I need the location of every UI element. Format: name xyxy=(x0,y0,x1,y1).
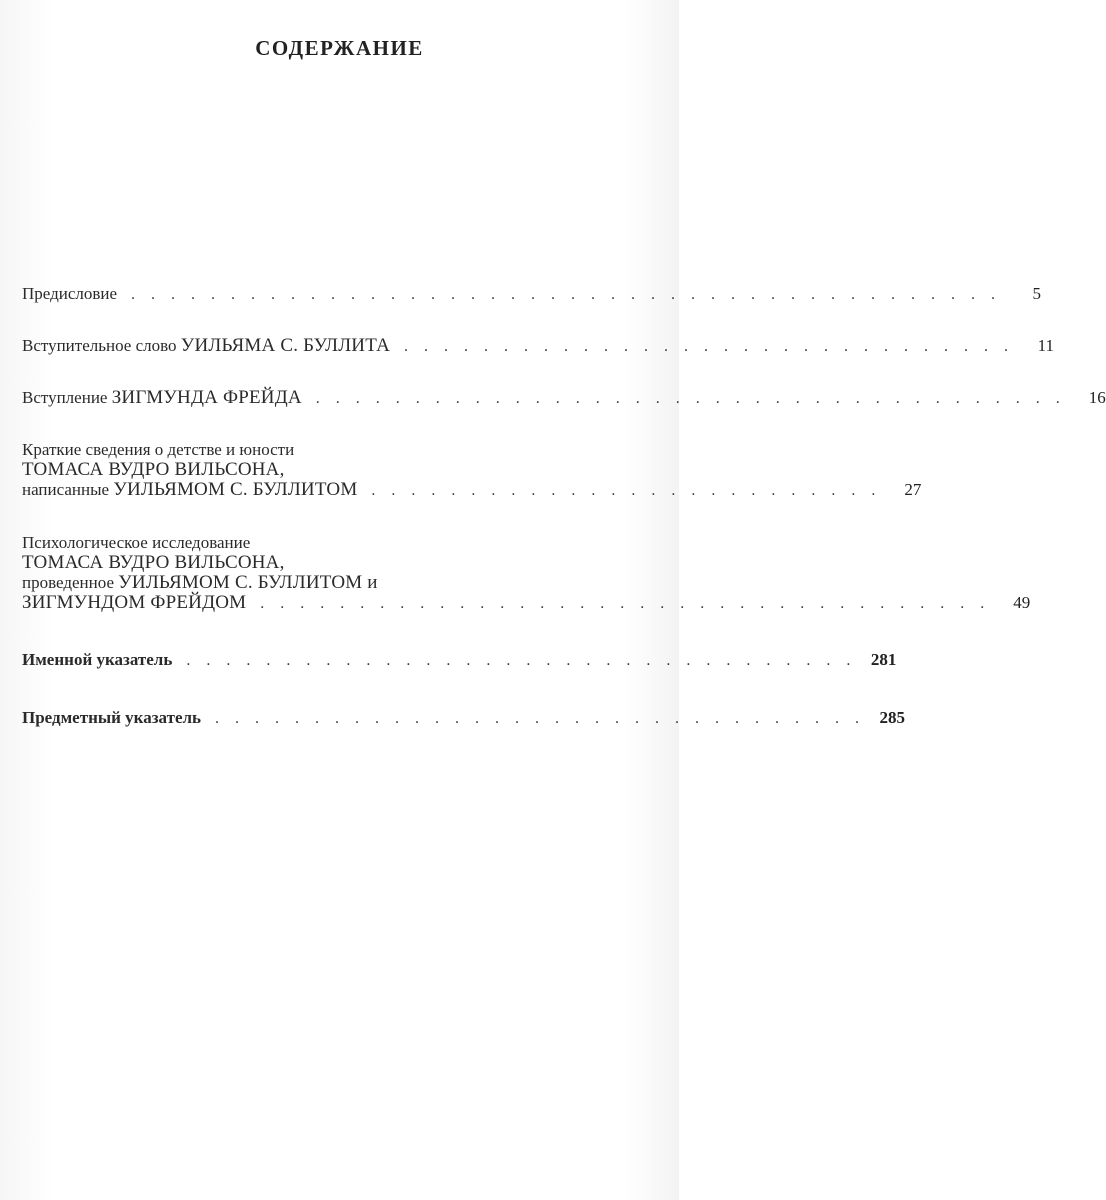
toc-entry xyxy=(22,650,897,671)
toc-page-number: 5 xyxy=(1032,284,1042,303)
toc-entry-title: Предисловие xyxy=(22,284,118,303)
toc-entry xyxy=(22,440,922,501)
toc-entry-author: ЗИГМУНДОМ ФРЕЙДОМ xyxy=(22,592,247,613)
toc-entry xyxy=(22,284,1042,305)
toc-entry-title: Вступительное слово xyxy=(22,336,181,355)
toc-entry-author: УИЛЬЯМОМ С. БУЛЛИТОМ xyxy=(113,479,358,500)
toc-entry-title: Именной указатель xyxy=(22,650,173,669)
toc-entry-author: УИЛЬЯМОМ С. БУЛЛИТОМ и xyxy=(118,572,378,593)
toc-page-number: 49 xyxy=(1013,593,1031,612)
toc-entry xyxy=(22,387,1106,409)
toc-page-number: 11 xyxy=(1037,336,1054,355)
leader-dots: . . . . . . . . . . . . . . . . . . . . . . . . . . . . . . . . . . . . . . xyxy=(315,390,1066,407)
toc-entry-title: Предметный указатель xyxy=(22,708,202,727)
toc-page-number: 27 xyxy=(904,480,922,499)
leader-dots: . . . . . . . . . . . . . . . . . . . . . . . . . . . . . . . . . xyxy=(215,710,866,727)
leader-dots: . . . . . . . . . . . . . . . . . . . . . . . . . . . . . . . xyxy=(404,338,1014,355)
toc-entry xyxy=(22,335,1054,357)
page-title: СОДЕРЖАНИЕ xyxy=(255,36,424,60)
toc-entry-author: УИЛЬЯМА С. БУЛЛИТА xyxy=(180,335,390,356)
leader-dots: . . . . . . . . . . . . . . . . . . . . . . . . . . . . . . . . . . xyxy=(186,652,857,669)
toc-entry-title: Психологическое исследование xyxy=(22,533,251,552)
toc-entry xyxy=(22,533,1031,614)
toc-entry-title: написанные xyxy=(22,480,114,499)
toc-entry-title: Вступление xyxy=(22,388,112,407)
toc-page-number: 285 xyxy=(879,708,906,727)
toc-entry-title: проведенное xyxy=(22,573,119,592)
leader-dots: . . . . . . . . . . . . . . . . . . . . . . . . . . xyxy=(371,482,882,499)
toc-page-number: 281 xyxy=(870,650,897,669)
toc-entry-author: ЗИГМУНДА ФРЕЙДА xyxy=(111,387,302,408)
leader-dots: . . . . . . . . . . . . . . . . . . . . . . . . . . . . . . . . . . . . . xyxy=(260,595,991,612)
leader-dots: . . . . . . . . . . . . . . . . . . . . . . . . . . . . . . . . . . . . . . . . . . . . xyxy=(131,286,1002,303)
toc-page-number: 16 xyxy=(1088,388,1106,407)
toc-entry-subject: ТОМАСА ВУДРО ВИЛЬСОНА, xyxy=(22,459,285,480)
toc-entry xyxy=(22,708,906,729)
toc-entry-title: Краткие сведения о детстве и юности xyxy=(22,440,295,459)
toc-entry-subject: ТОМАСА ВУДРО ВИЛЬСОНА, xyxy=(22,552,285,573)
